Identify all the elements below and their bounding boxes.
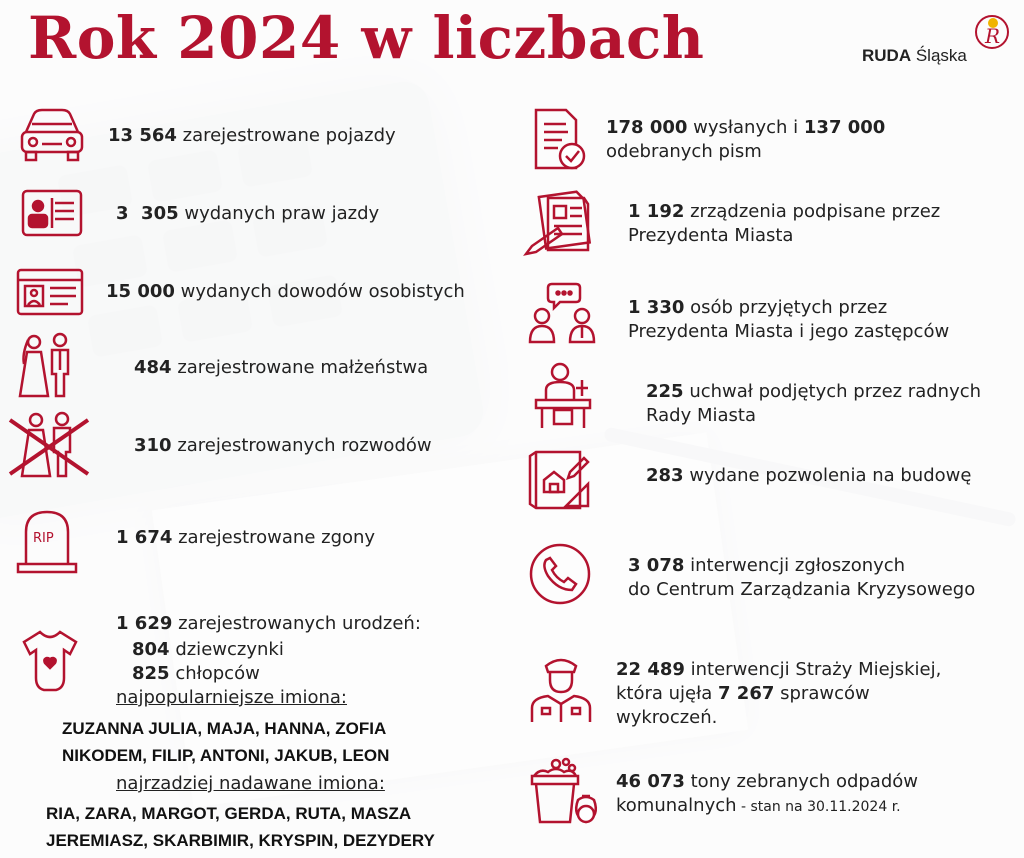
logo-regular: Śląska (915, 46, 967, 65)
rare-girl-names: RIA, ZARA, MARGOT, GERDA, RUTA, MASZA (46, 804, 412, 823)
stat-value: 283 (646, 465, 684, 486)
stat-value: 13 564 (108, 125, 177, 146)
stat-label: interwencji zgłoszonych (690, 555, 906, 576)
stat-label: zarejestrowanych rozwodów (177, 435, 432, 456)
meeting-icon (528, 280, 598, 344)
stat-marriages (134, 356, 428, 380)
divorce-icon (6, 410, 92, 480)
stat-label-line2: do Centrum Zarządzania Kryzysowego (628, 579, 976, 600)
stat-label: zarejestrowane małżeństwa (177, 357, 429, 378)
signing-documents-icon (522, 188, 596, 260)
stat-value: 825 (132, 663, 170, 684)
stat-value: 3 305 (116, 203, 179, 224)
stat-label-line2b: sprawców (780, 683, 870, 704)
stat-label: wydanych dowodów osobistych (180, 281, 465, 302)
stat-value: 22 489 (616, 659, 685, 680)
stat-registered-vehicles (108, 124, 396, 148)
stat-building-permits (646, 464, 971, 488)
stat-resolutions (646, 380, 981, 428)
stat-label-line2a: która ujęła (616, 683, 713, 704)
page-title: Rok 2024 w liczbach (28, 4, 705, 72)
city-guard-icon (528, 652, 594, 724)
ruda-slaska-logo (862, 14, 1012, 74)
stat-value: 1 192 (628, 201, 685, 222)
rare-names-heading: najrzadziej nadawane imiona: (116, 773, 385, 794)
baby-bodysuit-icon (20, 628, 80, 694)
stat-label: zarejestrowanych urodzeń: (178, 613, 421, 634)
stat-label: osób przyjętych przez (690, 297, 888, 318)
stat-births-girls (132, 638, 284, 662)
tombstone-icon (16, 508, 78, 574)
stat-meetings (628, 296, 949, 344)
car-icon (16, 102, 88, 168)
stat-value: 1 330 (628, 297, 685, 318)
logo-text (862, 46, 967, 66)
stat-value-2: 137 000 (803, 117, 886, 138)
stat-label: chłopców (175, 663, 260, 684)
stat-label: interwencji Straży Miejskiej, (690, 659, 942, 680)
stat-city-guard (616, 658, 941, 730)
stat-births-boys (132, 662, 260, 686)
stat-value: 3 078 (628, 555, 685, 576)
stat-driving-licenses (116, 202, 379, 226)
wedding-couple-icon (18, 330, 76, 400)
documents-icon (530, 106, 590, 172)
stat-value: 225 (646, 381, 684, 402)
driving-license-icon (20, 188, 84, 238)
stat-ordinances (628, 200, 940, 248)
stat-value: 1 674 (116, 527, 173, 548)
stat-crisis-interventions (628, 554, 975, 602)
popular-girl-names: ZUZANNA JULIA, MAJA, HANNA, ZOFIA (62, 719, 387, 738)
stat-label: tony zebranych odpadów (690, 771, 918, 792)
building-plan-icon (526, 448, 592, 512)
phone-icon (528, 542, 592, 606)
svg-text:R: R (985, 24, 1001, 48)
stat-footnote: - stan na 30.11.2024 r. (736, 799, 901, 815)
stat-value: 1 629 (116, 613, 173, 634)
stat-label: zarejestrowane pojazdy (182, 125, 396, 146)
stat-deaths (116, 526, 375, 550)
stat-label-line2: Rady Miasta (646, 405, 756, 426)
stat-id-cards (106, 280, 465, 304)
svg-text:RIP: RIP (33, 531, 54, 546)
stat-label: zrządzenia podpisane przez (690, 201, 941, 222)
council-speaker-icon (532, 360, 594, 430)
stat-label: wysłanych i (693, 117, 799, 138)
stat-label-line2: komunalnych (616, 795, 737, 816)
stat-divorces (134, 434, 432, 458)
stat-label-line3: wykroczeń. (616, 707, 718, 728)
stat-value: 178 000 (606, 117, 688, 138)
stat-value: 804 (132, 639, 170, 660)
stat-label: wydane pozwolenia na budowę (689, 465, 972, 486)
stat-label-line2: odebranych pism (606, 141, 762, 162)
popular-boy-names: NIKODEM, FILIP, ANTONI, JAKUB, LEON (62, 746, 390, 765)
stat-label: uchwał podjętych przez radnych (689, 381, 982, 402)
stat-label: dziewczynki (175, 639, 284, 660)
id-card-icon (16, 268, 84, 316)
stat-municipal-waste (616, 770, 918, 819)
stat-label: wydanych praw jazdy (184, 203, 380, 224)
waste-bin-icon (528, 756, 602, 828)
stat-value: 15 000 (106, 281, 175, 302)
rare-boy-names: JEREMIASZ, SKARBIMIR, KRYSPIN, DEZYDERY (46, 831, 435, 850)
logo-mark-icon (974, 14, 1010, 50)
logo-bold: RUDA (862, 46, 912, 65)
popular-names-heading: najpopularniejsze imiona: (116, 687, 347, 708)
stat-value-2: 7 267 (718, 683, 775, 704)
stat-value: 310 (134, 435, 172, 456)
stat-label: zarejestrowane zgony (172, 527, 376, 548)
stat-value: 484 (134, 357, 172, 378)
stat-value: 46 073 (616, 771, 685, 792)
stat-label-line2: Prezydenta Miasta (628, 225, 794, 246)
stat-births (116, 612, 421, 636)
stat-letters (606, 116, 885, 164)
stat-label-line2: Prezydenta Miasta i jego zastępców (628, 321, 950, 342)
